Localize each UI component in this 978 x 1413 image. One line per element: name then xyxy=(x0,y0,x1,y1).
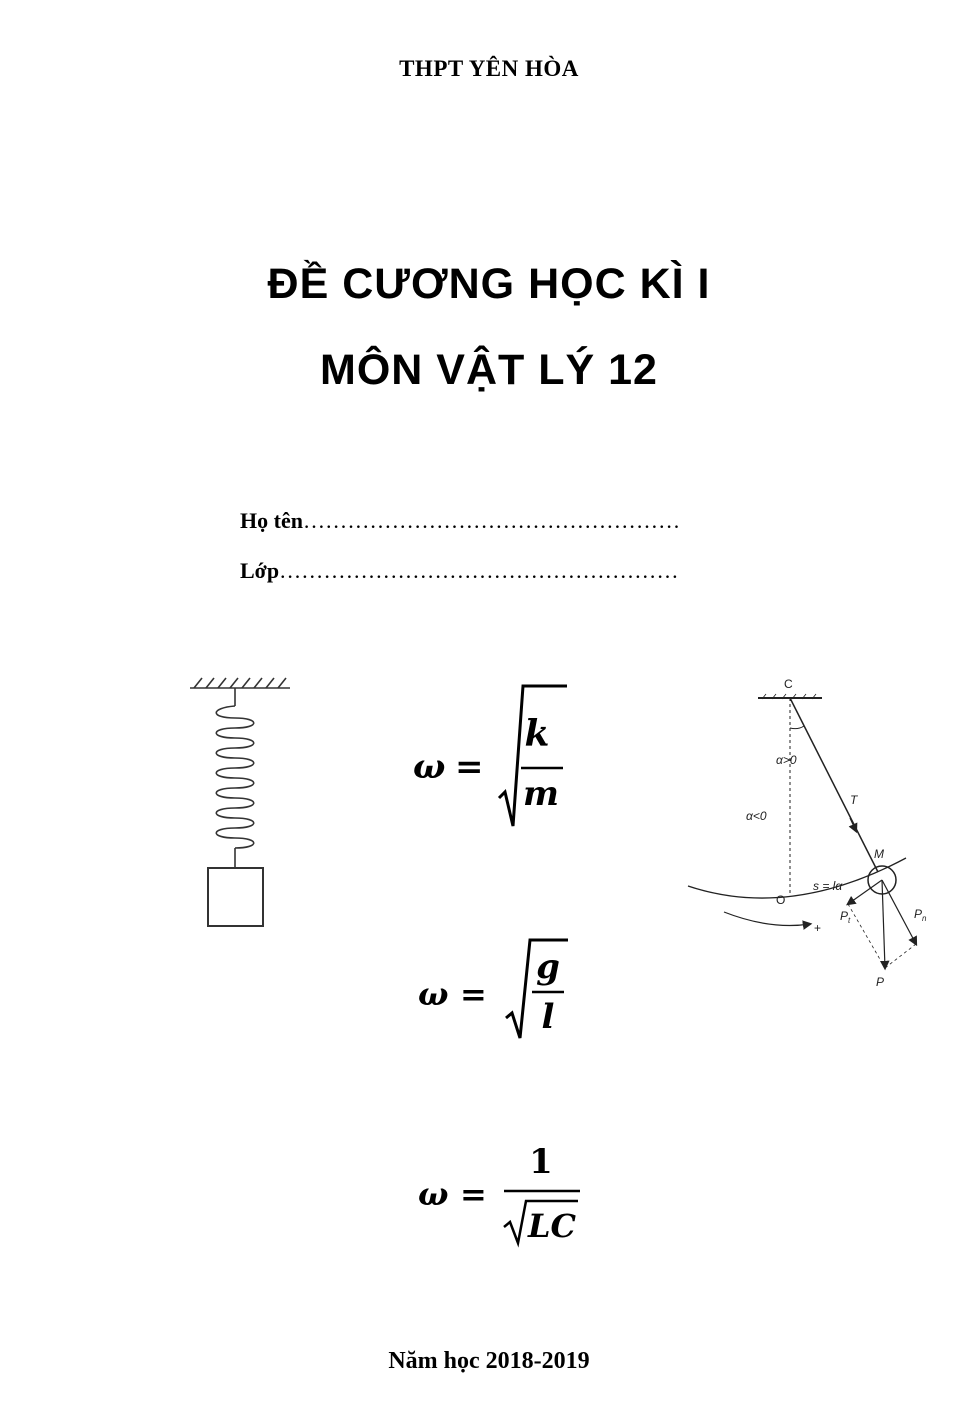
formula-lhs: ω xyxy=(418,1175,449,1213)
class-label: Lớp xyxy=(240,558,280,583)
formula-pendulum xyxy=(410,930,590,1050)
formula-lc-svg xyxy=(410,1135,600,1255)
angle-negative-label: α<0 xyxy=(746,809,767,823)
formula-numerator: 1 xyxy=(529,1142,553,1182)
formula-lhs: ω xyxy=(413,747,446,787)
formula-lhs: ω xyxy=(418,975,449,1013)
origin-label: O xyxy=(776,893,786,907)
formula-spring xyxy=(405,680,595,830)
formula-denominator: LC xyxy=(528,1207,576,1245)
pivot-label: C xyxy=(784,677,793,691)
pendulum-diagram xyxy=(680,668,950,998)
class-blank: ……………………………………………… xyxy=(279,558,679,583)
angle-positive-label: α>0 xyxy=(776,753,797,767)
formula-lc-circuit xyxy=(410,1135,600,1255)
formula-denominator: m xyxy=(523,774,559,814)
formula-numerator: g xyxy=(536,947,560,987)
tangential-force-label: $P_t$ xyxy=(840,909,851,925)
school-name: THPT YÊN HÒA xyxy=(399,56,579,81)
tension-label: T xyxy=(850,793,858,807)
arc-length-label: s = lα xyxy=(813,879,843,893)
formula-spring-svg xyxy=(405,680,595,830)
name-field[interactable] xyxy=(240,508,680,534)
name-blank: …………………………………………… xyxy=(302,508,681,533)
formula-equals: = xyxy=(455,747,484,787)
formula-equals: = xyxy=(460,1175,487,1213)
subject-title: MÔN VẬT LÝ 12 xyxy=(320,346,658,394)
school-year: Năm học 2018-2019 xyxy=(388,1348,590,1374)
positive-direction-label: + xyxy=(814,921,822,935)
formula-numerator: k xyxy=(524,713,550,755)
normal-force-label: $P_n$ xyxy=(914,907,927,923)
name-label: Họ tên xyxy=(240,508,303,533)
mass-label: M xyxy=(874,847,884,861)
weight-label: P xyxy=(876,975,885,989)
class-field[interactable] xyxy=(240,558,679,584)
formula-equals: = xyxy=(460,975,487,1013)
formula-denominator: l xyxy=(541,997,555,1037)
spring-mass-illustration xyxy=(180,670,300,940)
formula-pendulum-svg xyxy=(410,930,590,1050)
document-title: ĐỀ CƯƠNG HỌC KÌ I xyxy=(267,260,711,308)
